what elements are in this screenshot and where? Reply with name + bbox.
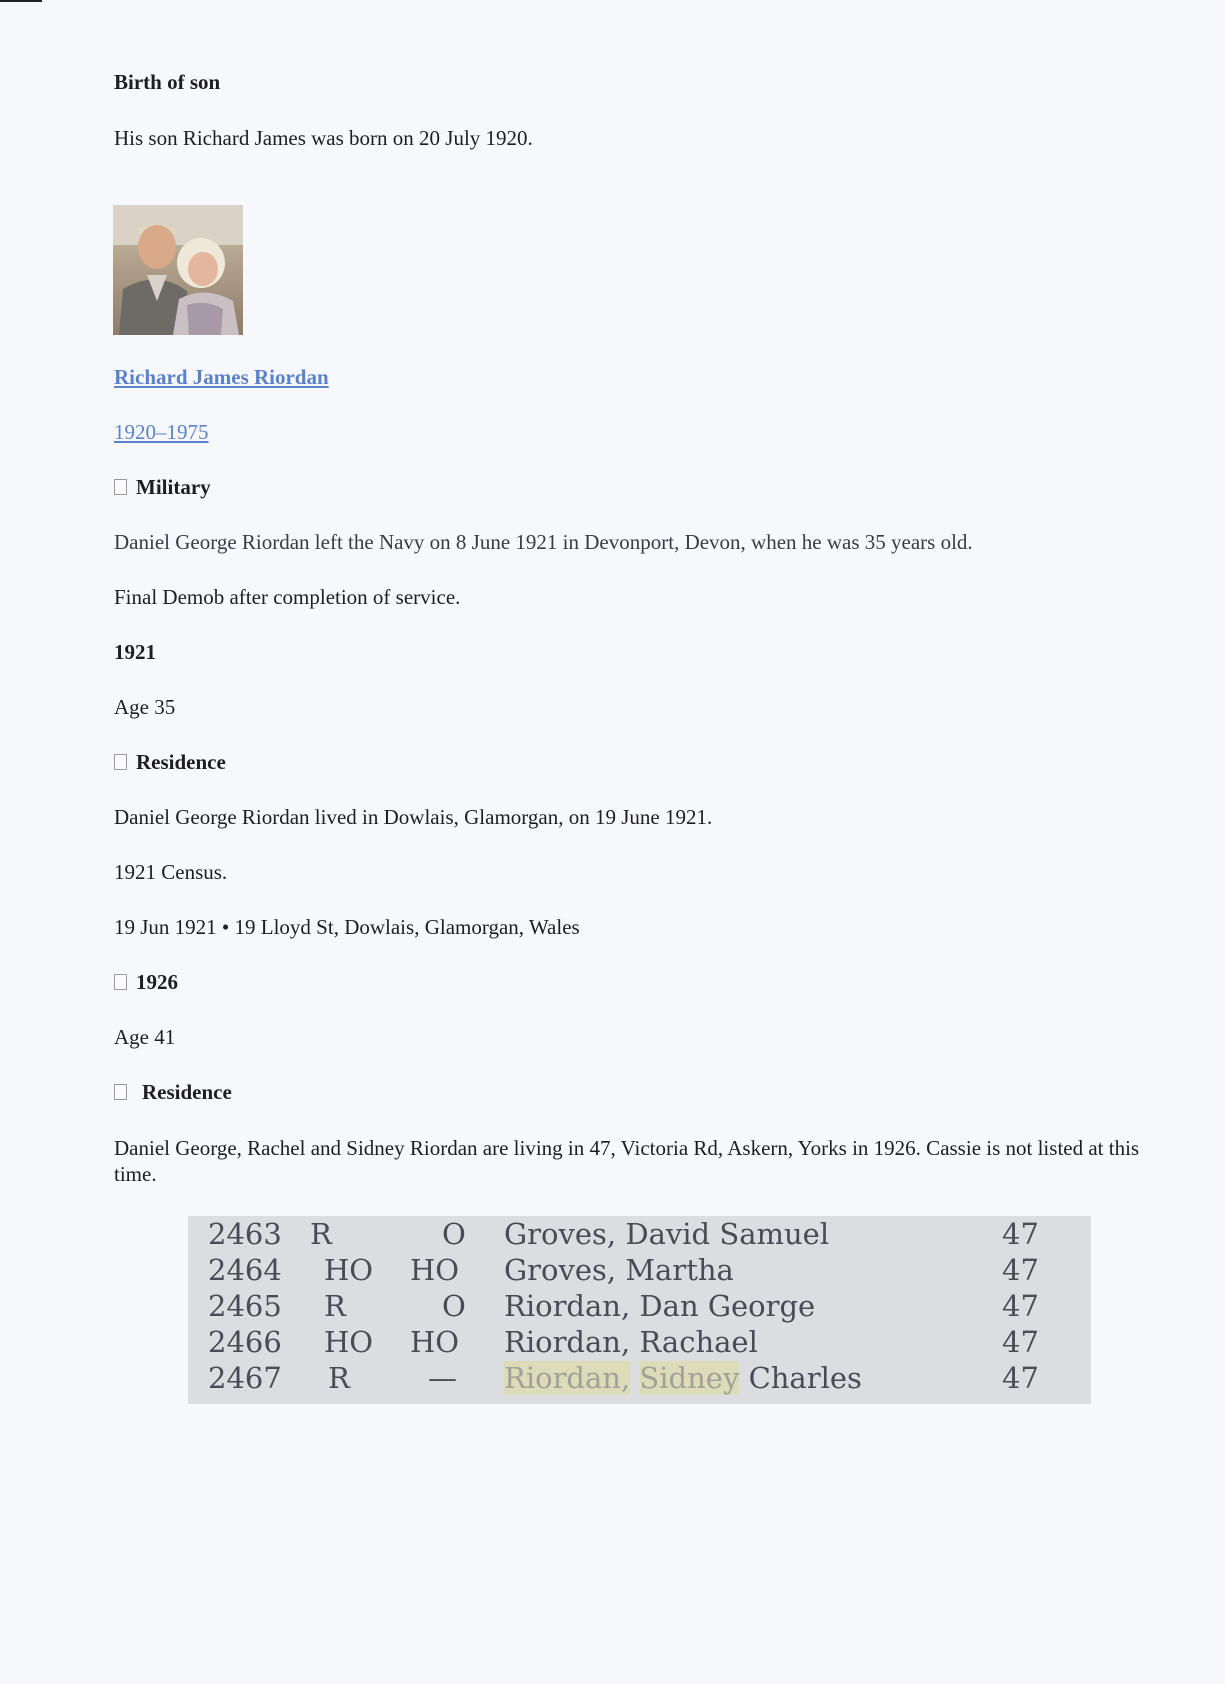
year-1926-heading (114, 969, 178, 995)
census-register-extract (188, 1216, 1091, 1404)
age-1926: Age 41 (114, 1025, 176, 1049)
census-name (504, 1324, 758, 1360)
census-col-a: R (324, 1289, 346, 1323)
checkbox-icon[interactable] (114, 479, 127, 495)
census-given-names: David Samuel (625, 1217, 830, 1251)
census-row-number: 2467 (208, 1361, 282, 1395)
residence-1921-heading (114, 749, 226, 775)
military-heading-label: Military (136, 475, 211, 499)
census-given-highlighted: Sidney (639, 1361, 740, 1395)
census-name (504, 1288, 815, 1324)
residence-1926-text: Daniel George, Rachel and Sidney Riordan are living in 47, Victoria Rd, Askern, Yorks in 1926. Cassie is not listed at this time. (114, 1136, 1140, 1186)
age-1921: Age 35 (114, 695, 176, 719)
year-1921-heading: 1921 (114, 640, 156, 664)
census-given-rest: Charles (748, 1361, 862, 1395)
census-house-number: 47 (1002, 1217, 1039, 1251)
census-house-number: 47 (1002, 1253, 1039, 1287)
person-dates-link[interactable]: 1920–1975 (114, 420, 209, 444)
census-col-b: O (442, 1217, 466, 1251)
census-name (504, 1216, 829, 1252)
birth-text: His son Richard James was born on 20 July 1920. (114, 126, 533, 150)
scan-edge-mark (0, 0, 42, 2)
couple-photo-image (113, 205, 243, 335)
census-row (188, 1324, 1091, 1360)
census-row (188, 1288, 1091, 1324)
year-1926-label: 1926 (136, 970, 178, 994)
residence-1926-heading (114, 1079, 232, 1105)
census-surname: Groves, (504, 1217, 617, 1251)
military-note: Final Demob after completion of service. (114, 585, 461, 609)
census-row-number: 2464 (208, 1253, 282, 1287)
census-row-number: 2466 (208, 1325, 282, 1359)
census-col-b: — (428, 1361, 457, 1395)
census-col-a: R (328, 1361, 350, 1395)
person-name-link[interactable]: Richard James Riordan (114, 365, 329, 389)
census-col-a: HO (324, 1325, 374, 1359)
birth-heading: Birth of son (114, 70, 221, 94)
census-name (504, 1252, 734, 1288)
census-row-number: 2465 (208, 1289, 282, 1323)
census-row-number: 2463 (208, 1217, 282, 1251)
census-row (188, 1252, 1091, 1288)
census-col-a: R (310, 1217, 332, 1251)
checkbox-icon[interactable] (114, 754, 127, 770)
census-name (504, 1360, 862, 1396)
census-row (188, 1216, 1091, 1252)
census-surname: Riordan, (504, 1325, 631, 1359)
residence-1921-detail: 19 Jun 1921 • 19 Lloyd St, Dowlais, Glamorgan, Wales (114, 915, 580, 939)
military-text: Daniel George Riordan left the Navy on 8 June 1921 in Devonport, Devon, when he was 35 years old. (114, 530, 973, 554)
checkbox-icon[interactable] (114, 1084, 127, 1100)
military-heading (114, 474, 211, 500)
residence-1926-label: Residence (142, 1080, 232, 1104)
census-surname: Riordan, (504, 1289, 631, 1323)
census-house-number: 47 (1002, 1361, 1039, 1395)
census-house-number: 47 (1002, 1325, 1039, 1359)
checkbox-icon[interactable] (114, 974, 127, 990)
residence-1921-text: Daniel George Riordan lived in Dowlais, Glamorgan, on 19 June 1921. (114, 805, 713, 829)
census-col-b: HO (410, 1253, 460, 1287)
residence-1921-source: 1921 Census. (114, 860, 228, 884)
census-house-number: 47 (1002, 1289, 1039, 1323)
census-row (188, 1360, 1091, 1396)
census-surname: Groves, (504, 1253, 617, 1287)
person-photo[interactable] (113, 205, 243, 335)
census-given-names: Rachael (639, 1325, 758, 1359)
census-col-b: O (442, 1289, 466, 1323)
census-col-b: HO (410, 1325, 460, 1359)
census-given-names: Dan George (639, 1289, 816, 1323)
residence-1921-label: Residence (136, 750, 226, 774)
census-given-names: Martha (625, 1253, 734, 1287)
census-col-a: HO (324, 1253, 374, 1287)
census-surname-highlighted: Riordan, (504, 1361, 631, 1395)
